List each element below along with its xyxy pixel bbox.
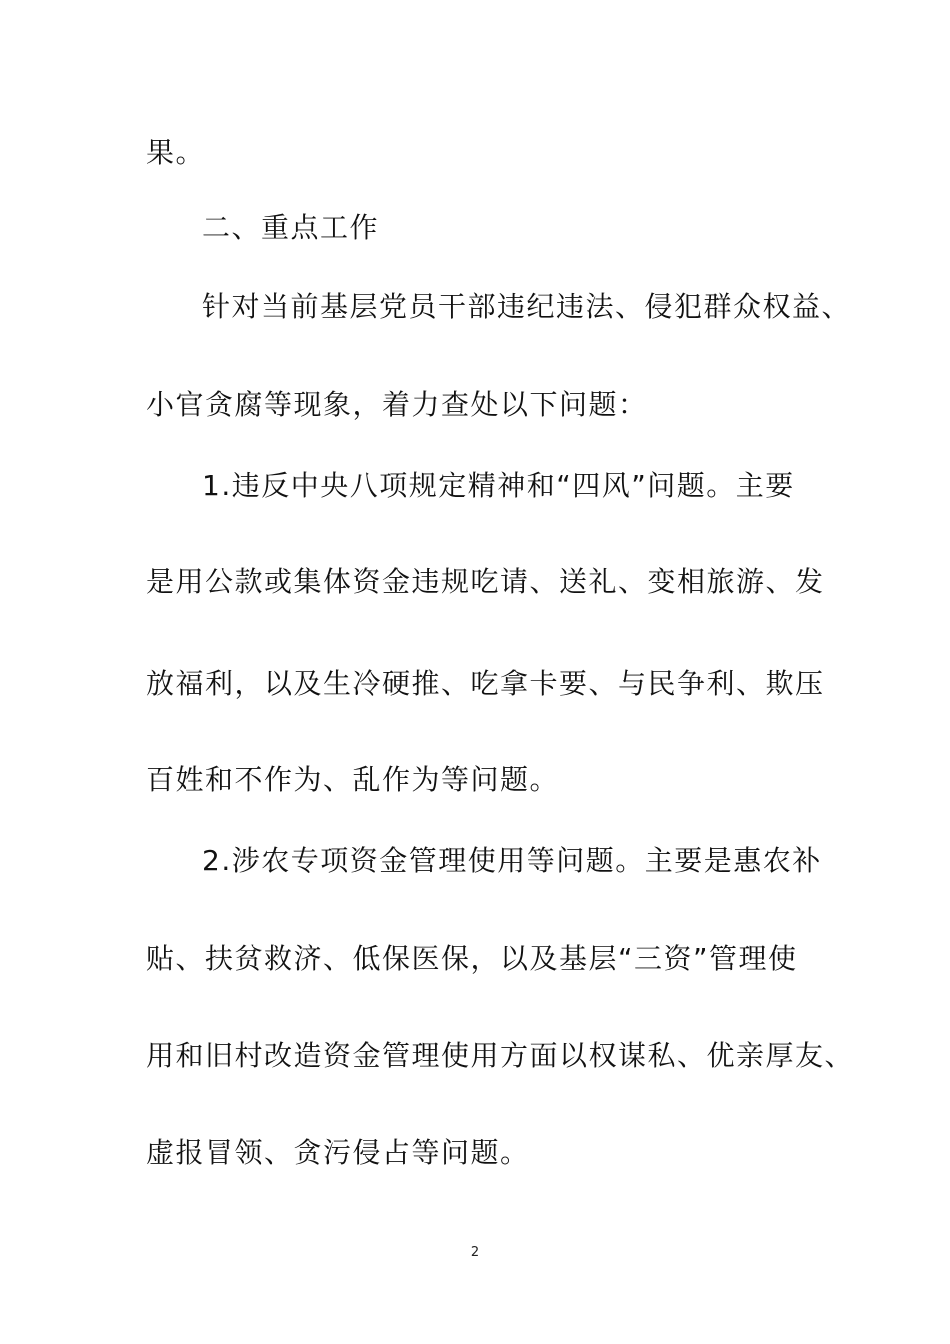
section-heading: 二、重点工作 — [202, 211, 380, 244]
text-line-3: 针对当前基层党员干部违纪违法、侵犯群众权益、 — [202, 290, 852, 323]
page-number: 2 — [470, 1245, 480, 1260]
text-line-4: 小官贪腐等现象，着力查处以下问题： — [146, 388, 648, 421]
text-line-7: 放福利，以及生冷硬推、吃拿卡要、与民争利、欺压 — [146, 667, 825, 700]
text-line-1: 果。 — [146, 136, 206, 169]
text-line-5: 1.违反中央八项规定精神和“四风”问题。主要 — [202, 469, 795, 502]
text-line-10: 贴、扶贫救济、低保医保，以及基层“三资”管理使 — [146, 942, 798, 975]
text-line-9: 2.涉农专项资金管理使用等问题。主要是惠农补 — [202, 844, 822, 877]
text-line-6: 是用公款或集体资金违规吃请、送礼、变相旅游、发 — [146, 565, 825, 598]
text-line-11: 用和旧村改造资金管理使用方面以权谋私、优亲厚友、 — [146, 1039, 855, 1072]
text-line-8: 百姓和不作为、乱作为等问题。 — [146, 763, 560, 796]
text-line-12: 虚报冒领、贪污侵占等问题。 — [146, 1136, 530, 1169]
